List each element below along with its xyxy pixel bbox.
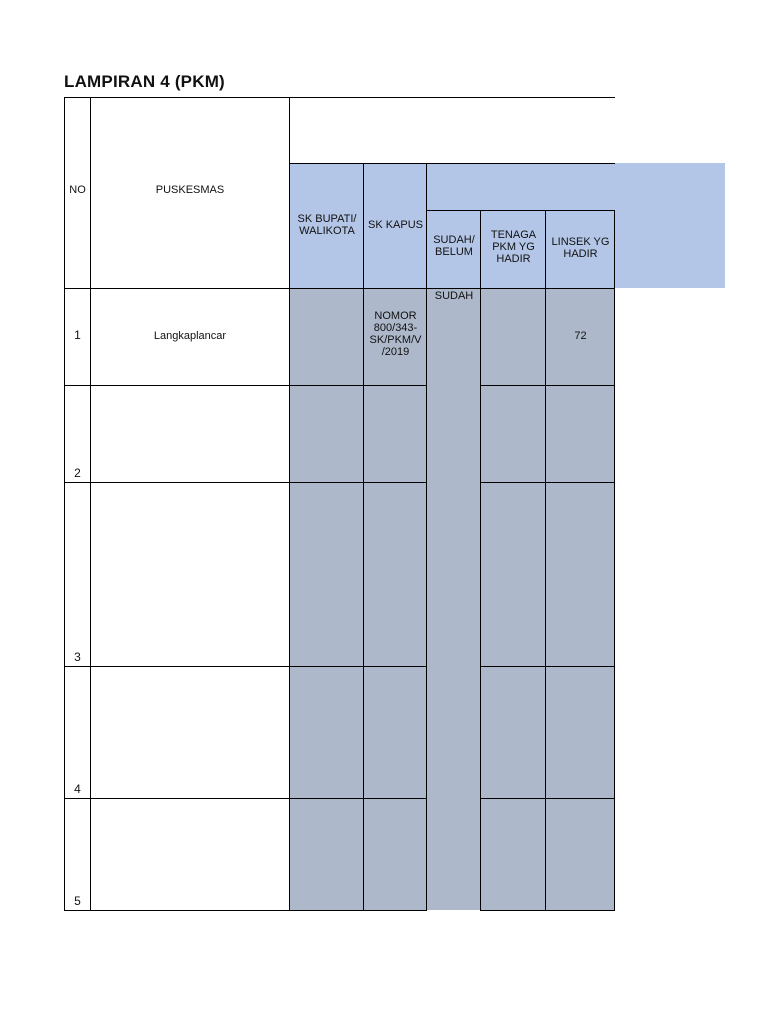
- header-sk-bupati: SK BUPATI/ WALIKOTA: [297, 213, 357, 237]
- grid-kapus-sudah: [426, 163, 427, 911]
- grid-row-2-bottom: [64, 482, 427, 483]
- grid-header-sub: [427, 210, 615, 211]
- grid-bottom: [64, 910, 427, 911]
- sudah-belum-merged-fill: [427, 288, 481, 910]
- header-linsek: LINSEK YG HADIR: [551, 236, 610, 260]
- grid-bupati-kapus: [363, 163, 364, 911]
- grid-row-3-bottom-right: [481, 666, 615, 667]
- grid-bottom-right: [481, 910, 615, 911]
- sk-kapus-column-fill: [364, 288, 427, 910]
- row-2-puskesmas: [90, 420, 290, 448]
- row-4-puskesmas: [90, 718, 290, 746]
- row-1-tenaga: [481, 322, 546, 350]
- row-1-sk-kapus: NOMOR 800/343- SK/PKM/V /2019: [369, 310, 422, 358]
- row-1-sk-bupati: [290, 300, 364, 370]
- row-3-puskesmas: [90, 560, 290, 588]
- grid-row-1-bottom: [64, 385, 427, 386]
- grid-sudah-tenaga: [480, 210, 481, 911]
- row-1-linsek: 72: [574, 330, 587, 342]
- row-4-no: 4: [74, 782, 81, 796]
- grid-right: [614, 210, 615, 911]
- sk-bupati-column-fill: [290, 288, 364, 910]
- grid-header-bottom: [64, 288, 615, 289]
- header-sk-kapus: SK KAPUS: [367, 219, 424, 231]
- header-no: NO: [69, 184, 86, 196]
- grid-header-mid: [290, 163, 615, 164]
- linsek-column-fill: [546, 288, 615, 910]
- grid-row-4-bottom: [64, 798, 427, 799]
- header-puskesmas: PUSKESMAS: [155, 184, 225, 196]
- row-1-puskesmas: Langkaplancar: [153, 330, 227, 342]
- row-1-no: 1: [74, 328, 81, 342]
- grid-row-3-bottom: [64, 666, 427, 667]
- grid-row-1-bottom-right: [481, 385, 615, 386]
- sudah-belum-value: SUDAH: [434, 290, 474, 302]
- document-title: LAMPIRAN 4 (PKM): [64, 72, 225, 91]
- row-2-no: 2: [74, 466, 81, 480]
- row-5-puskesmas: [90, 840, 290, 868]
- grid-row-4-bottom-right: [481, 798, 615, 799]
- row-3-no: 3: [74, 650, 81, 664]
- header-tenaga: TENAGA PKM YG HADIR: [490, 229, 537, 265]
- grid-top: [64, 97, 615, 98]
- tenaga-column-fill: [481, 288, 546, 910]
- header-sudah-belum: SUDAH/ BELUM: [433, 234, 475, 258]
- grid-row-2-bottom-right: [481, 482, 615, 483]
- grid-tenaga-linsek: [545, 210, 546, 911]
- row-5-no: 5: [74, 894, 81, 908]
